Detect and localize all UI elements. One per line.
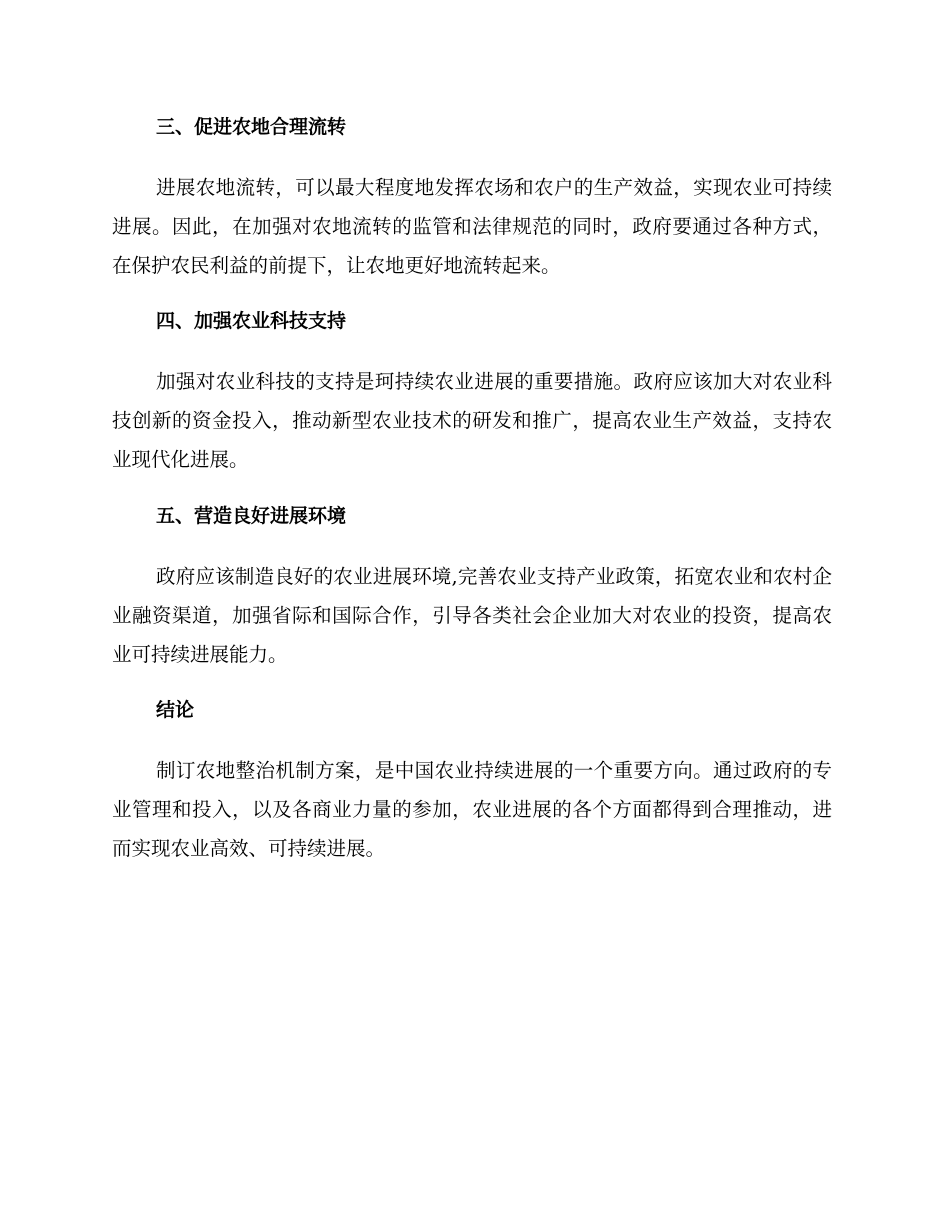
section-heading: 三、促进农地合理流转 <box>156 116 347 138</box>
section-heading: 五、营造良好进展环境 <box>156 505 347 527</box>
section-heading: 四、加强农业科技支持 <box>156 310 347 332</box>
section-land-transfer <box>112 114 832 285</box>
section-paragraph: 制订农地整治机制方案，是中国农业持续进展的一个重要方向。通过政府的专业管理和投入，以及各商业力量的参加，农业进展的各个方面都得到合理推动，进而实现农业高效、可持续进展。 <box>112 759 832 860</box>
section-paragraph: 加强对农业科技的支持是珂持续农业进展的重要措施。政府应该加大对农业科技创新的资金投入，推动新型农业技术的研发和推广，提高农业生产效益，支持农业现代化进展。 <box>112 370 832 471</box>
section-agri-tech <box>112 308 832 479</box>
section-conclusion <box>112 697 832 868</box>
section-heading: 结论 <box>156 699 195 721</box>
section-paragraph: 政府应该制造良好的农业进展环境,完善农业支持产业政策，拓宽农业和农村企业融资渠道，加强省际和国际合作，引导各类社会企业加大对农业的投资，提高农业可持续进展能力。 <box>112 565 832 666</box>
section-paragraph: 进展农地流转，可以最大程度地发挥农场和农户的生产效益，实现农业可持续进展。因此，在加强对农地流转的监管和法律规范的同时，政府要通过各种方式，在保护农民利益的前提下，让农地更好地流转起来。 <box>112 176 832 277</box>
section-environment <box>112 503 832 674</box>
